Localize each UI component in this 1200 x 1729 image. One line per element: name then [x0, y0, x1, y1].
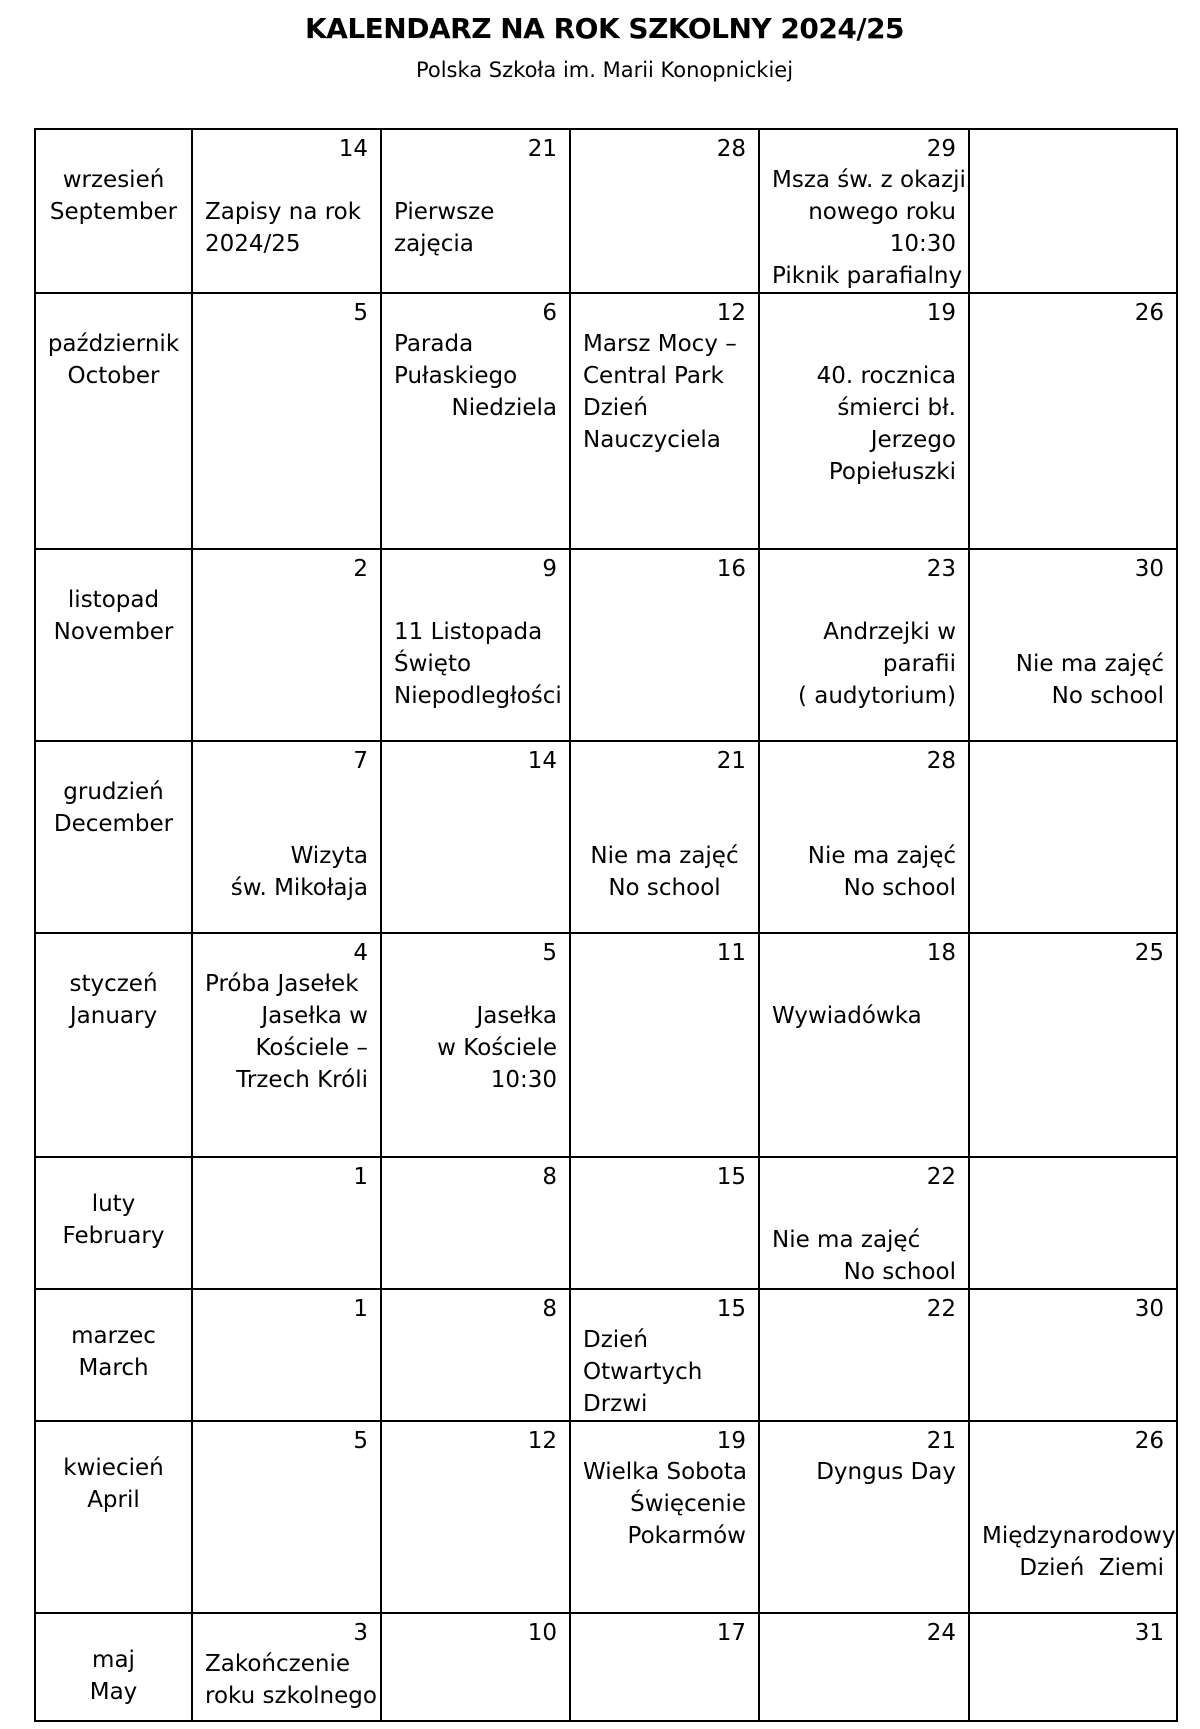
month-cell	[35, 549, 192, 741]
day-cell	[759, 1613, 969, 1721]
month-name-pl: listopad	[67, 587, 160, 613]
month-row	[35, 1421, 1177, 1613]
event-text: Nie ma zajęć	[1015, 651, 1164, 677]
day-cell	[192, 549, 381, 741]
event-text	[982, 1488, 1164, 1520]
day-cell	[570, 1157, 759, 1289]
month-name-pl: marzec	[71, 1323, 156, 1349]
day-cell	[192, 933, 381, 1157]
day-number: 10	[527, 1620, 557, 1646]
day-cell	[381, 1421, 570, 1613]
day-number: 30	[1134, 556, 1164, 582]
day-cell	[192, 741, 381, 933]
day-number: 8	[542, 1296, 557, 1322]
month-row	[35, 129, 1177, 293]
month-name-en: November	[53, 619, 174, 645]
day-number: 17	[716, 1620, 746, 1646]
event-text: ( audytorium)	[797, 683, 956, 709]
event-text: Wielka Sobota	[583, 1459, 747, 1485]
month-cell	[35, 741, 192, 933]
event-text: Zapisy na rok	[205, 199, 362, 225]
day-number: 25	[1134, 940, 1164, 966]
event-text	[394, 164, 557, 196]
day-number: 28	[926, 748, 956, 774]
event-text: Parada	[394, 331, 474, 357]
day-number: 21	[926, 1428, 956, 1454]
day-cell	[969, 129, 1177, 293]
event-text	[772, 776, 956, 808]
month-name-pl: kwiecień	[63, 1455, 164, 1481]
month-name-pl: maj	[92, 1647, 135, 1673]
event-text: Niepodległości	[394, 683, 562, 709]
event-text: Święcenie	[630, 1491, 746, 1517]
month-name-en: December	[53, 811, 174, 837]
day-number: 3	[353, 1620, 368, 1646]
day-number: 5	[353, 1428, 368, 1454]
day-cell	[759, 933, 969, 1157]
event-text: zajęcia	[394, 231, 474, 257]
event-text: Międzynarodowy	[982, 1523, 1176, 1549]
day-number: 1	[353, 1296, 368, 1322]
event-text: w Kościele	[437, 1035, 557, 1061]
day-cell	[969, 1157, 1177, 1289]
day-cell	[381, 741, 570, 933]
day-number: 16	[716, 556, 746, 582]
event-text: Nie ma zajęć	[590, 843, 739, 869]
day-cell	[759, 1289, 969, 1421]
event-text: Nie ma zajęć	[772, 1227, 921, 1253]
event-text: Andrzejki w	[823, 619, 956, 645]
month-name-en: March	[78, 1355, 149, 1381]
day-number: 12	[527, 1428, 557, 1454]
event-text	[772, 808, 956, 840]
event-text: No school	[843, 1259, 956, 1285]
event-text: Pułaskiego	[394, 363, 518, 389]
event-text: Pierwsze	[394, 199, 495, 225]
day-number: 15	[716, 1164, 746, 1190]
day-number: 4	[353, 940, 368, 966]
month-name-en: September	[49, 199, 178, 225]
day-cell	[192, 129, 381, 293]
day-cell	[381, 1157, 570, 1289]
month-row	[35, 933, 1177, 1157]
event-text: Msza św. z okazji	[772, 167, 966, 193]
day-number: 21	[527, 136, 557, 162]
event-text	[394, 584, 557, 616]
day-number	[982, 134, 1164, 164]
day-cell	[969, 293, 1177, 549]
event-text: nowego roku	[808, 199, 956, 225]
day-cell	[381, 549, 570, 741]
day-number: 12	[716, 300, 746, 326]
day-cell	[969, 741, 1177, 933]
day-cell	[192, 293, 381, 549]
event-text: Wizyta	[290, 843, 368, 869]
day-number: 19	[716, 1428, 746, 1454]
event-text: 40. rocznica	[816, 363, 956, 389]
day-cell	[759, 129, 969, 293]
event-text: Święto	[394, 651, 472, 677]
event-text: Wywiadówka	[772, 1003, 922, 1029]
day-cell	[969, 1421, 1177, 1613]
day-number: 28	[716, 136, 746, 162]
event-text: Dyngus Day	[816, 1459, 956, 1485]
page-title: KALENDARZ NA ROK SZKOLNY 2024/25	[304, 12, 905, 45]
day-cell	[969, 933, 1177, 1157]
day-number: 7	[353, 748, 368, 774]
month-name-en: January	[69, 1003, 158, 1029]
day-number: 23	[926, 556, 956, 582]
month-cell	[35, 1613, 192, 1721]
event-text: Niedziela	[451, 395, 557, 421]
day-number: 8	[542, 1164, 557, 1190]
day-number: 1	[353, 1164, 368, 1190]
day-cell	[969, 549, 1177, 741]
event-text: Marsz Mocy –	[583, 331, 737, 357]
day-cell	[192, 1613, 381, 1721]
day-number: 26	[1134, 1428, 1164, 1454]
event-text	[205, 776, 368, 808]
month-cell	[35, 1289, 192, 1421]
month-row	[35, 549, 1177, 741]
day-number: 24	[926, 1620, 956, 1646]
event-text: 10:30	[889, 231, 956, 257]
day-cell	[570, 293, 759, 549]
day-number: 15	[716, 1296, 746, 1322]
month-name-pl: wrzesień	[62, 167, 165, 193]
event-text	[583, 808, 746, 840]
day-number: 14	[527, 748, 557, 774]
month-name-pl: październik	[47, 331, 180, 357]
day-number: 22	[926, 1164, 956, 1190]
event-text: No school	[843, 875, 956, 901]
event-text	[772, 328, 956, 360]
day-number: 18	[926, 940, 956, 966]
day-number: 22	[926, 1296, 956, 1322]
event-text	[982, 1456, 1164, 1488]
event-text: 11 Listopada	[394, 619, 543, 645]
day-number: 9	[542, 556, 557, 582]
day-number: 29	[926, 136, 956, 162]
day-cell	[969, 1289, 1177, 1421]
day-cell	[192, 1157, 381, 1289]
event-text: roku szkolnego	[205, 1683, 377, 1709]
calendar-table	[34, 128, 1178, 1722]
day-cell	[570, 1421, 759, 1613]
month-cell	[35, 1421, 192, 1613]
day-number	[982, 746, 1164, 776]
day-number	[982, 1162, 1164, 1192]
month-cell	[35, 1157, 192, 1289]
event-text: Zakończenie	[205, 1651, 350, 1677]
event-text: Jasełka	[476, 1003, 557, 1029]
day-cell	[381, 129, 570, 293]
day-cell	[759, 1421, 969, 1613]
event-text	[772, 584, 956, 616]
day-number: 21	[716, 748, 746, 774]
event-text	[982, 616, 1164, 648]
month-name-en: October	[67, 363, 160, 389]
day-cell	[570, 1613, 759, 1721]
event-text	[394, 968, 557, 1000]
event-text: Central Park	[583, 363, 724, 389]
event-text	[205, 808, 368, 840]
day-cell	[969, 1613, 1177, 1721]
event-text: 2024/25	[205, 231, 301, 257]
month-row	[35, 1157, 1177, 1289]
month-row	[35, 293, 1177, 549]
event-text: św. Mikołaja	[230, 875, 368, 901]
event-text: parafii	[882, 651, 956, 677]
page-subtitle: Polska Szkoła im. Marii Konopnickiej	[415, 58, 794, 82]
event-text: Popiełuszki	[828, 459, 956, 485]
day-cell	[381, 933, 570, 1157]
day-cell	[570, 1289, 759, 1421]
event-text: No school	[1051, 683, 1164, 709]
month-name-en: April	[87, 1487, 140, 1513]
month-cell	[35, 129, 192, 293]
day-cell	[759, 293, 969, 549]
month-cell	[35, 293, 192, 549]
day-cell	[381, 1613, 570, 1721]
event-text: Dzień	[583, 395, 648, 421]
event-text: Jerzego	[870, 427, 956, 453]
day-number: 19	[926, 300, 956, 326]
day-cell	[759, 741, 969, 933]
day-number: 2	[353, 556, 368, 582]
event-text: 10:30	[490, 1067, 557, 1093]
day-cell	[381, 1289, 570, 1421]
day-number: 5	[353, 300, 368, 326]
month-row	[35, 1289, 1177, 1421]
event-text	[583, 776, 746, 808]
event-text: Dzień Ziemi	[1019, 1555, 1164, 1581]
day-number: 26	[1134, 300, 1164, 326]
event-text	[772, 1192, 956, 1224]
month-row	[35, 741, 1177, 933]
day-number: 31	[1134, 1620, 1164, 1646]
month-row	[35, 1613, 1177, 1721]
event-text	[772, 968, 956, 1000]
event-text: Nie ma zajęć	[807, 843, 956, 869]
day-cell	[759, 1157, 969, 1289]
day-number: 11	[716, 940, 746, 966]
month-name-pl: grudzień	[63, 779, 164, 805]
event-text	[205, 164, 368, 196]
month-name-en: February	[62, 1223, 165, 1249]
event-text: Dzień	[583, 1327, 648, 1353]
event-text: Trzech Króli	[236, 1067, 368, 1093]
event-text: Jasełka w	[261, 1003, 368, 1029]
event-text: Nauczyciela	[583, 427, 721, 453]
day-cell	[192, 1289, 381, 1421]
day-cell	[570, 741, 759, 933]
day-number: 30	[1134, 1296, 1164, 1322]
day-cell	[570, 549, 759, 741]
event-text: Kościele –	[255, 1035, 368, 1061]
event-text: No school	[608, 875, 721, 901]
month-cell	[35, 933, 192, 1157]
month-name-pl: styczeń	[69, 971, 158, 997]
day-cell	[381, 293, 570, 549]
event-text	[982, 584, 1164, 616]
event-text: Drzwi	[583, 1391, 648, 1417]
day-cell	[759, 549, 969, 741]
event-text: Próba Jasełek	[205, 971, 359, 997]
month-name-en: May	[89, 1679, 138, 1705]
event-text: Pokarmów	[627, 1523, 746, 1549]
day-cell	[192, 1421, 381, 1613]
day-cell	[570, 129, 759, 293]
day-number: 14	[338, 136, 368, 162]
day-number: 5	[542, 940, 557, 966]
month-name-pl: luty	[91, 1191, 136, 1217]
event-text: Piknik parafialny	[772, 263, 963, 289]
day-number: 6	[542, 300, 557, 326]
event-text: Otwartych	[583, 1359, 703, 1385]
day-cell	[570, 933, 759, 1157]
event-text: śmierci bł.	[837, 395, 956, 421]
